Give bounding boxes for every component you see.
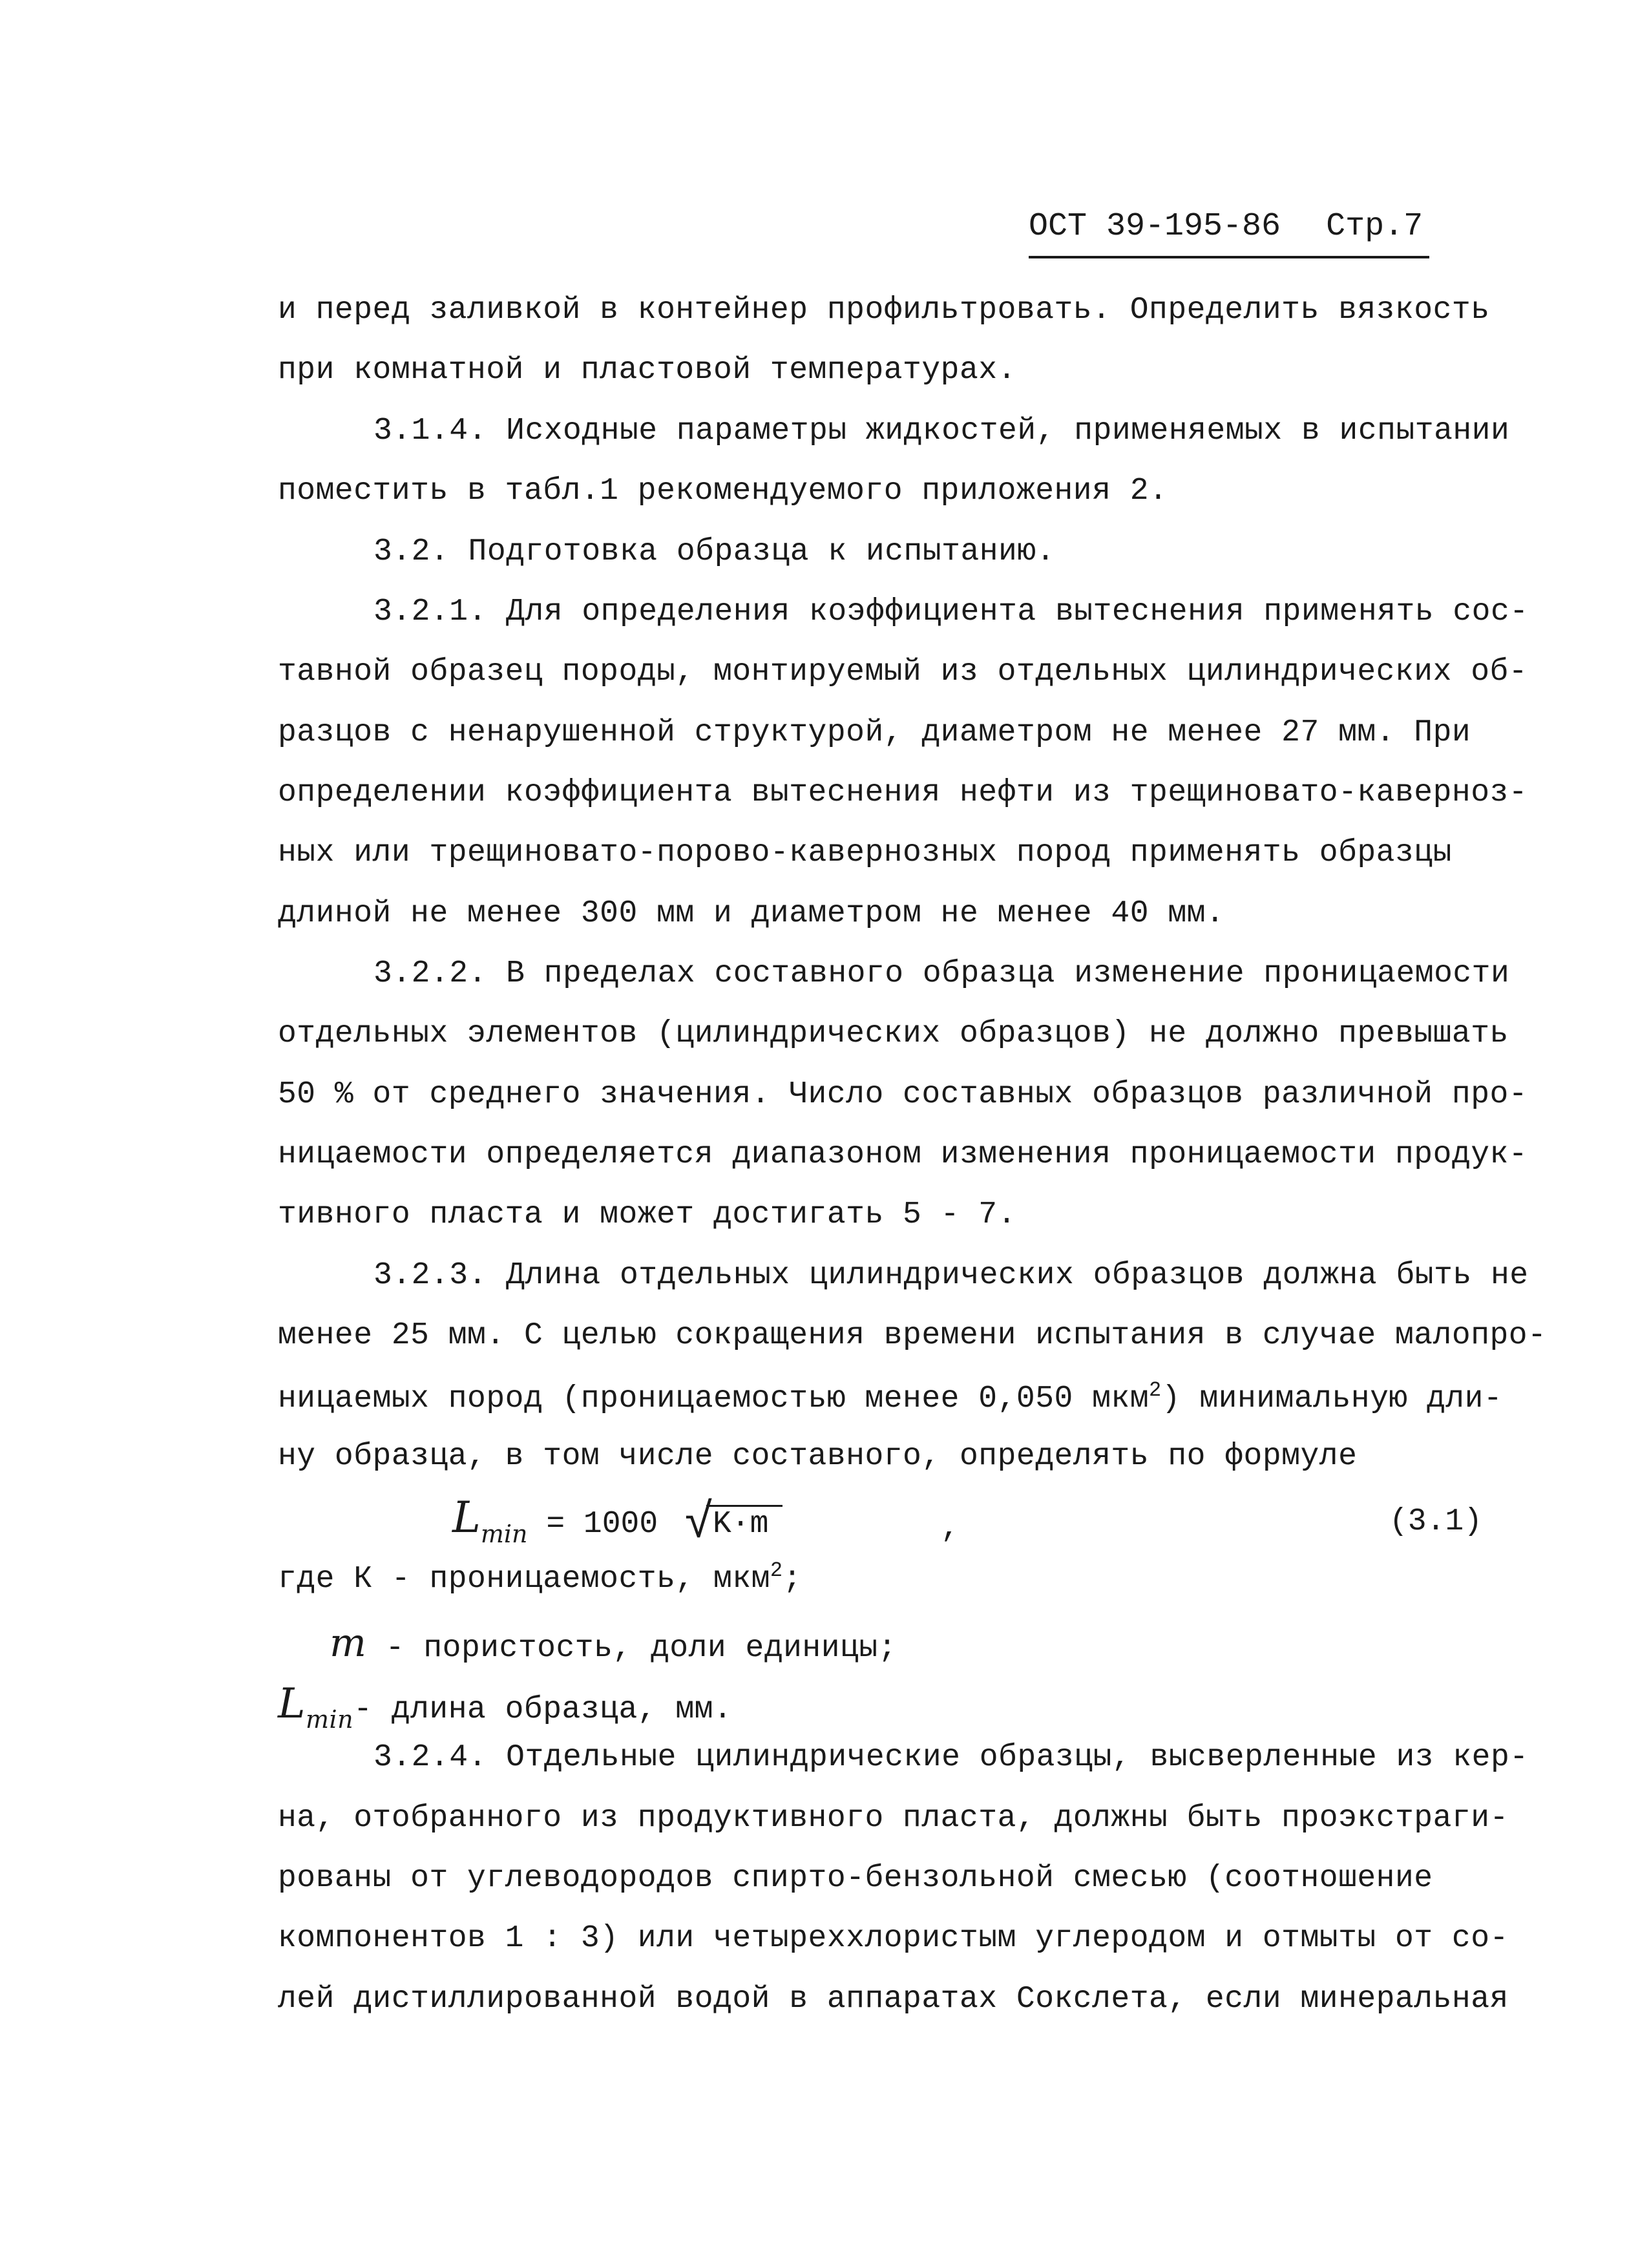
formula-number: (3.1) xyxy=(1389,1504,1483,1539)
text-line: ных или трещиновато-порово-кавернозных пород применять образцы xyxy=(278,835,1452,870)
formula-comma: , xyxy=(941,1511,960,1546)
text-line: отдельных элементов (цилиндрических образцов) не должно превышать xyxy=(278,1016,1509,1051)
text-line: компонентов 1 : 3) или четыреххлористым углеродом и отмыты от со- xyxy=(278,1921,1509,1956)
square-root xyxy=(684,1496,782,1552)
text-line: рованы от углеводородов спирто-бензольной смесью (соотношение xyxy=(278,1861,1433,1896)
definition-k: где К - проницаемость, мкм$^2$; xyxy=(278,1559,802,1597)
page-number: Стр.7 xyxy=(1326,208,1423,245)
formula-lhs-subscript: min xyxy=(480,1520,528,1548)
definition-lmin: $L_{min}-$ длина образца, мм. xyxy=(278,1680,733,1734)
paragraph-3-1-4: 3.1.4. Исходные параметры жидкостей, применяемых в испытании xyxy=(373,414,1510,448)
text-line: лей дистиллированной водой в аппаратах Сокслета, если минеральная xyxy=(278,1982,1509,2017)
paragraph-3-2-2: 3.2.2. В пределах составного образца изменение проницаемости xyxy=(373,956,1510,991)
formula-equals-1000: = 1000 xyxy=(546,1507,658,1542)
text-line: длиной не менее 300 мм и диаметром не менее 40 мм. xyxy=(278,896,1225,931)
document-header xyxy=(1029,208,1423,245)
text-line: определении коэффициента вытеснения нефти из трещиновато-каверноз- xyxy=(278,775,1528,810)
text-line: ну образца, в том числе составного, определять по формуле xyxy=(278,1439,1358,1474)
symbol-l: L xyxy=(278,1680,306,1728)
section-heading-3-2: 3.2. Подготовка образца к испытанию. xyxy=(373,534,1055,569)
text-line: и перед заливкой в контейнер профильтровать. Определить вязкость xyxy=(278,293,1490,328)
formula-radicand: K·m xyxy=(706,1505,782,1542)
radical-sign-icon: √ xyxy=(684,1496,714,1552)
text-line: менее 25 мм. С целью сокращения времени испытания в случае малопро- xyxy=(278,1318,1547,1353)
symbol-l-subscript: min xyxy=(306,1705,354,1734)
paragraph-3-2-3: 3.2.3. Длина отдельных цилиндрических образцов должна быть не xyxy=(373,1258,1529,1293)
formula-lhs: L xyxy=(452,1493,481,1542)
text-line: разцов с ненарушенной структурой, диаметром не менее 27 мм. При xyxy=(278,715,1471,750)
paragraph-3-2-1: 3.2.1. Для определения коэффициента вытеснения применять сос- xyxy=(373,594,1529,629)
text-line: тивного пласта и может достигать 5 - 7. xyxy=(278,1197,1016,1232)
formula-3-1 xyxy=(452,1493,782,1552)
text-line: поместить в табл.1 рекомендуемого приложения 2. xyxy=(278,474,1168,509)
text-line: ницаемости определяется диапазоном изменения проницаемости продук- xyxy=(278,1137,1528,1172)
text-line: при комнатной и пластовой температурах. xyxy=(278,353,1016,388)
definition-m: m - пористость, доли единицы; xyxy=(330,1621,897,1666)
text-line: на, отобранного из продуктивного пласта, должны быть проэкстраги- xyxy=(278,1801,1509,1836)
symbol-m: m xyxy=(330,1621,367,1666)
document-code: ОСТ 39-195-86 xyxy=(1029,208,1281,245)
text-line: тавной образец породы, монтируемый из отдельных цилиндрических об- xyxy=(278,655,1528,689)
header-underline xyxy=(1029,256,1429,258)
paragraph-3-2-4: 3.2.4. Отдельные цилиндрические образцы, высверленные из кер- xyxy=(373,1740,1529,1775)
text-line: 50 % от среднего значения. Число составных образцов различной про- xyxy=(278,1077,1528,1112)
text-line: ницаемых пород (проницаемостью менее 0,050 мкм$^2$) минимальную дли- xyxy=(278,1378,1503,1416)
